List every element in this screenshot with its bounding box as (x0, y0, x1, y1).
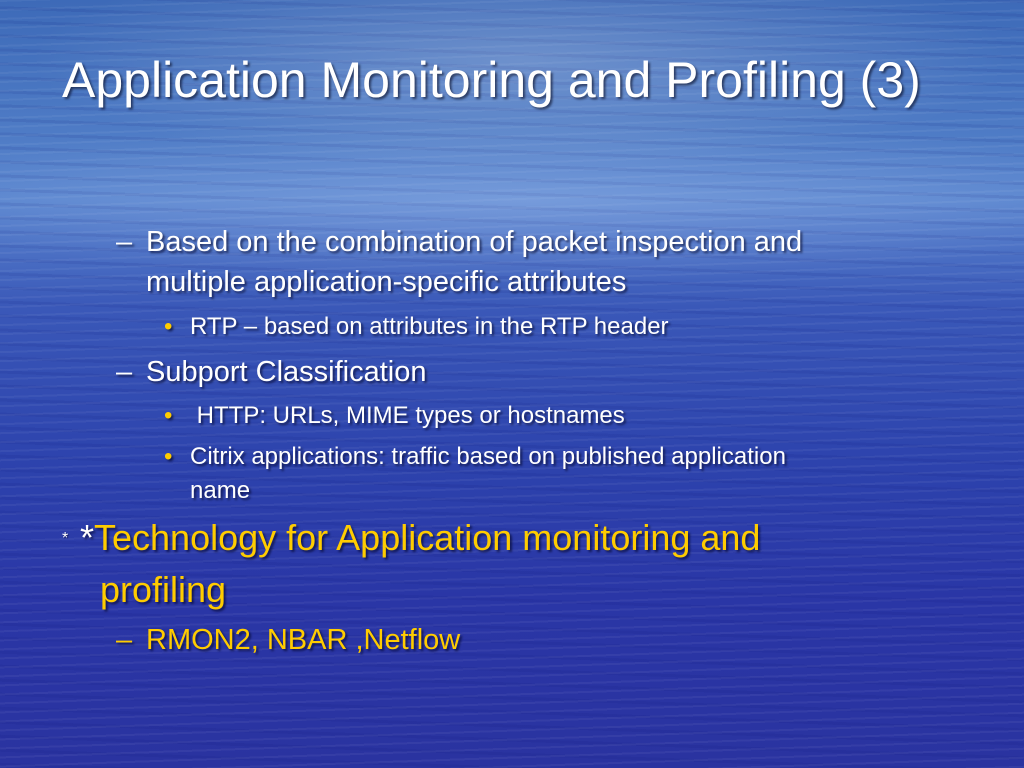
asterisk-marker: * (62, 530, 69, 547)
level3-item-rtp (164, 310, 669, 344)
level3-item-text: name (190, 477, 251, 504)
level3-item-text: Citrix applications: traffic based on published application (190, 443, 786, 470)
dash-marker: – (116, 356, 133, 388)
level1-item-continuation (100, 565, 226, 615)
level2-item-combination (116, 222, 803, 262)
level1-item-text: Technology for Application monitoring and (94, 517, 761, 558)
bullet-icon: • (164, 402, 173, 429)
level2-item-rmon2 (116, 620, 461, 660)
level2-item-text: Subport Classification (146, 356, 427, 388)
level1-item-text: profiling (100, 569, 227, 610)
level2-item-text: RMON2, NBAR ,Netflow (146, 624, 461, 656)
bullet-icon: • (164, 443, 173, 470)
level3-item-citrix (164, 440, 786, 474)
dash-marker: – (116, 226, 133, 258)
level2-item-subport (116, 352, 427, 392)
slide-title: Application Monitoring and Profiling (3) (62, 52, 921, 108)
bullet-icon: • (164, 313, 173, 340)
level1-item-technology (80, 513, 760, 563)
level2-item-text: Based on the combination of packet inspection and (146, 226, 803, 258)
level2-item-continuation (146, 262, 626, 302)
level3-item-text: HTTP: URLs, MIME types or hostnames (190, 402, 625, 429)
dash-marker: – (116, 624, 133, 656)
level3-item-text: RTP – based on attributes in the RTP header (190, 313, 669, 340)
level3-item-continuation (190, 474, 250, 508)
level3-item-http (164, 399, 625, 433)
level2-item-text: multiple application-specific attributes (146, 266, 627, 298)
star-prefix: * (80, 517, 95, 558)
